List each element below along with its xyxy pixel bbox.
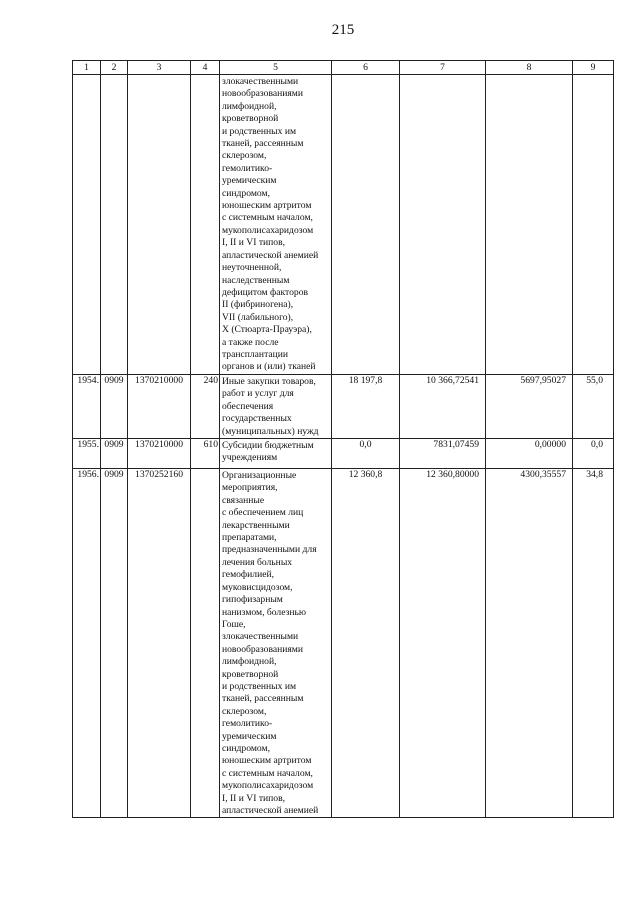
value-col7: 10 366,72541 (400, 375, 486, 439)
table-row (73, 375, 614, 439)
value-col8: 0,00000 (486, 439, 573, 469)
row-number: 1954. (73, 375, 101, 439)
target-article (128, 75, 191, 375)
value-col8 (486, 75, 573, 375)
section-code: 0909 (101, 439, 128, 469)
value-col9: 34,8 (573, 469, 614, 818)
target-article: 1370210000 (128, 439, 191, 469)
description: Субсидии бюджетным учреждениям (220, 439, 332, 469)
header-cell: 7 (400, 61, 486, 75)
header-row (73, 61, 614, 75)
value-col6: 18 197,8 (332, 375, 400, 439)
row-number (73, 75, 101, 375)
section-code (101, 75, 128, 375)
header-cell: 9 (573, 61, 614, 75)
value-col8: 5697,95027 (486, 375, 573, 439)
section-code: 0909 (101, 375, 128, 439)
target-article: 1370252160 (128, 469, 191, 818)
description: Организационные мероприятия, связанные с обеспечением лиц лекарственными препаратами, предназначенными для лечения больных гемофилией, муковисцидозом, гипофизарным нанизмом, болезнью Гоше, злокачественными новообразованиями лимфоидной, кроветворной и родственных им тканей, рассеянным склерозом, гемолитико- уремическим синдромом, юношеским артритом с системным началом, мукополисахаридозом I, II и VI типов, апластической анемией (220, 469, 332, 818)
value-col9: 0,0 (573, 439, 614, 469)
value-col7 (400, 75, 486, 375)
header-cell: 4 (191, 61, 220, 75)
table-row (73, 439, 614, 469)
value-col6: 0,0 (332, 439, 400, 469)
header-cell: 1 (73, 61, 101, 75)
value-col7: 7831,07459 (400, 439, 486, 469)
header-cell: 2 (101, 61, 128, 75)
table-row (73, 469, 614, 818)
value-col6: 12 360,8 (332, 469, 400, 818)
description: Иные закупки товаров, работ и услуг для обеспечения государственных (муниципальных) нужд (220, 375, 332, 439)
header-cell: 5 (220, 61, 332, 75)
value-col8: 4300,35557 (486, 469, 573, 818)
table-row (73, 75, 614, 375)
page-number: 215 (331, 22, 355, 38)
value-col7: 12 360,80000 (400, 469, 486, 818)
row-number: 1955. (73, 439, 101, 469)
description: злокачественными новообразованиями лимфоидной, кроветворной и родственных им тканей, рассеянным склерозом, гемолитико- уремическим синдромом, юношеским артритом с системным началом, мукополисахаридозом I, II и VI типов, апластической анемией неуточненной, наследственным дефицитом факторов II (фибриногена), VII (лабильного), X (Стюарта-Прауэра), а также после трансплантации органов и (или) тканей (220, 75, 332, 375)
expense-type: 610 (191, 439, 220, 469)
expense-type (191, 469, 220, 818)
row-number: 1956. (73, 469, 101, 818)
expense-type: 240 (191, 375, 220, 439)
expense-type (191, 75, 220, 375)
value-col9: 55,0 (573, 375, 614, 439)
header-cell: 3 (128, 61, 191, 75)
target-article: 1370210000 (128, 375, 191, 439)
value-col9 (573, 75, 614, 375)
section-code: 0909 (101, 469, 128, 818)
budget-table (72, 60, 614, 818)
header-cell: 6 (332, 61, 400, 75)
value-col6 (332, 75, 400, 375)
header-cell: 8 (486, 61, 573, 75)
